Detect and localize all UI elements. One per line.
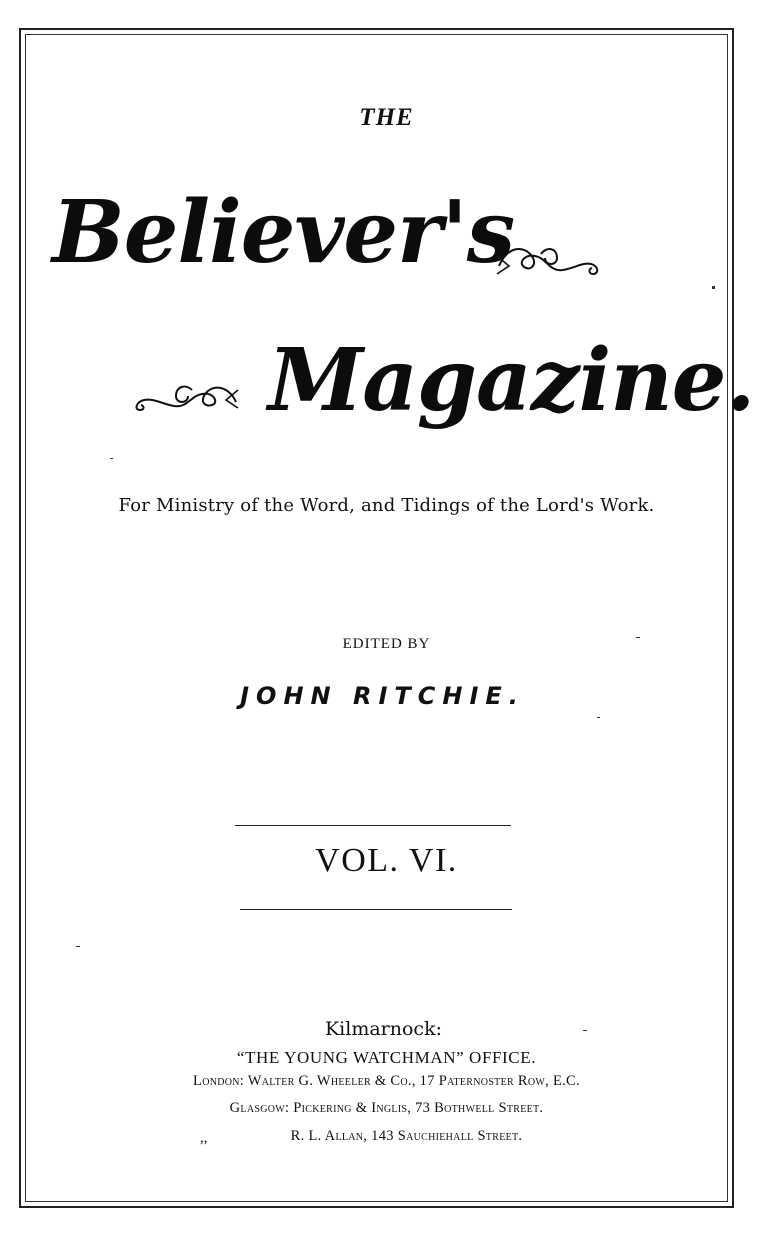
title-line-1: Believer's — [52, 182, 515, 283]
print-speck — [76, 946, 80, 947]
print-speck — [583, 1030, 587, 1031]
publisher-london: London: Walter G. Wheeler & Co., 17 Paternoster Row, E.C. — [193, 1073, 580, 1089]
volume-number: VOL. VI. — [315, 842, 458, 879]
rule-above-volume — [235, 825, 511, 826]
print-speck — [597, 717, 600, 718]
publisher-glasgow: Glasgow: Pickering & Inglis, 73 Bothwell Street. — [229, 1100, 544, 1116]
print-speck — [636, 637, 640, 638]
title-line-2: Magazine. — [268, 330, 755, 431]
publisher-place: Kilmarnock: — [324, 1018, 442, 1040]
subtitle: For Ministry of the Word, and Tidings of the Lord's Work. — [118, 495, 655, 516]
edited-by-label: EDITED BY — [342, 636, 431, 652]
print-speck — [110, 458, 113, 459]
flourish-left-ornament — [128, 378, 240, 414]
ditto-mark: ,, — [200, 1130, 208, 1146]
rule-below-volume — [240, 909, 512, 910]
publisher-glasgow-second: R. L. Allan, 143 Sauchiehall Street. — [290, 1128, 523, 1144]
flourish-right-ornament — [495, 236, 605, 278]
publisher-office: “THE YOUNG WATCHMAN” OFFICE. — [236, 1048, 537, 1067]
title-article: THE — [359, 104, 414, 131]
print-speck — [712, 286, 715, 289]
editor-name: JOHN RITCHIE. — [240, 682, 525, 710]
